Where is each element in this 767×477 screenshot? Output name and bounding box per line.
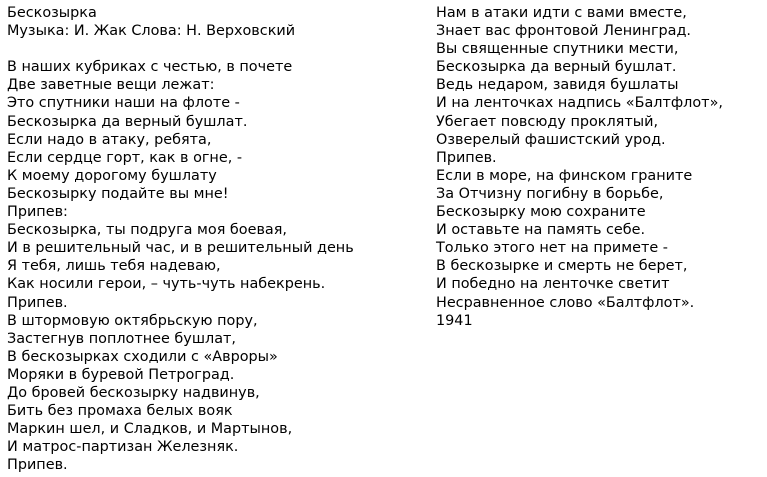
lyric-line: Несравненное слово «Балтфлот».: [436, 294, 695, 311]
lyric-line: Озверелый фашистский урод.: [436, 131, 666, 148]
lyric-line: Бескозырку мою сохраните: [436, 204, 646, 221]
lyric-line: Вы священные спутники мести,: [436, 41, 679, 58]
lyric-line: Бескозырка да верный бушлат.: [436, 59, 677, 76]
lyric-line: И матрос-партизан Железняк.: [7, 439, 239, 456]
lyric-line: И оставьте на память себе.: [436, 222, 646, 239]
lyric-line: Застегнув поплотнее бушлат,: [7, 330, 236, 347]
chorus-marker: Припев.: [436, 149, 497, 166]
lyric-line: Если сердце горт, как в огне, -: [7, 149, 243, 166]
lyric-line: К моему дорогому бушлату: [7, 167, 217, 184]
lyric-line: Как носили герои, – чуть-чуть набекрень.: [7, 276, 326, 293]
lyric-line: Я тебя, лишь тебя надеваю,: [7, 258, 221, 275]
lyric-line: Две заветные вещи лежат:: [7, 77, 215, 94]
blank-line: [7, 40, 407, 58]
song-title: Бескозырка: [7, 5, 97, 21]
chorus-heading: Припев:: [7, 204, 68, 221]
lyric-line: Нам в атаки идти с вами вместе,: [436, 5, 687, 21]
lyric-line: Моряки в буревой Петроград.: [7, 366, 235, 383]
lyric-line: Маркин шел, и Сладков, и Мартынов,: [7, 421, 293, 438]
lyric-line: Если в море, на финском граните: [436, 167, 693, 184]
lyric-line: Бить без промаха белых вояк: [7, 403, 233, 420]
lyric-line: Знает вас фронтовой Ленинград.: [436, 23, 691, 40]
lyric-line: Бескозырка да верный бушлат.: [7, 113, 248, 130]
lyric-line: В бескозырке и смерть не берет,: [436, 258, 688, 275]
lyric-line: Только этого нет на примете -: [436, 240, 668, 257]
lyric-line: В наших кубриках с честью, в почете: [7, 59, 293, 76]
lyric-line: Это спутники наши на флоте -: [7, 95, 240, 112]
lyric-line: И победно на ленточке светит: [436, 276, 670, 293]
lyric-line: Убегает повсюду проклятый,: [436, 113, 659, 130]
lyric-line: За Отчизну погибну в борьбе,: [436, 185, 664, 202]
chorus-marker: Припев.: [7, 294, 68, 311]
song-year: 1941: [436, 312, 473, 329]
lyric-line: До бровей бескозырку надвинув,: [7, 384, 260, 401]
right-column: [436, 4, 761, 330]
lyric-line: Ведь недаром, завидя бушлаты: [436, 77, 679, 94]
left-column: [7, 4, 407, 474]
lyric-line: В бескозырках сходили с «Авроры»: [7, 348, 278, 365]
chorus-marker: Припев.: [7, 457, 68, 474]
lyric-line: И в решительный час, и в решительный день: [7, 240, 354, 257]
song-credits: Музыка: И. Жак Слова: Н. Верховский: [7, 23, 296, 40]
lyric-line: В штормовую октябрьскую пору,: [7, 312, 258, 329]
lyric-line: Бескозырку подайте вы мне!: [7, 185, 229, 202]
lyric-line: Если надо в атаку, ребята,: [7, 131, 212, 148]
lyric-line: И на ленточках надпись «Балтфлот»,: [436, 95, 723, 112]
lyric-line: Бескозырка, ты подруга моя боевая,: [7, 222, 287, 239]
